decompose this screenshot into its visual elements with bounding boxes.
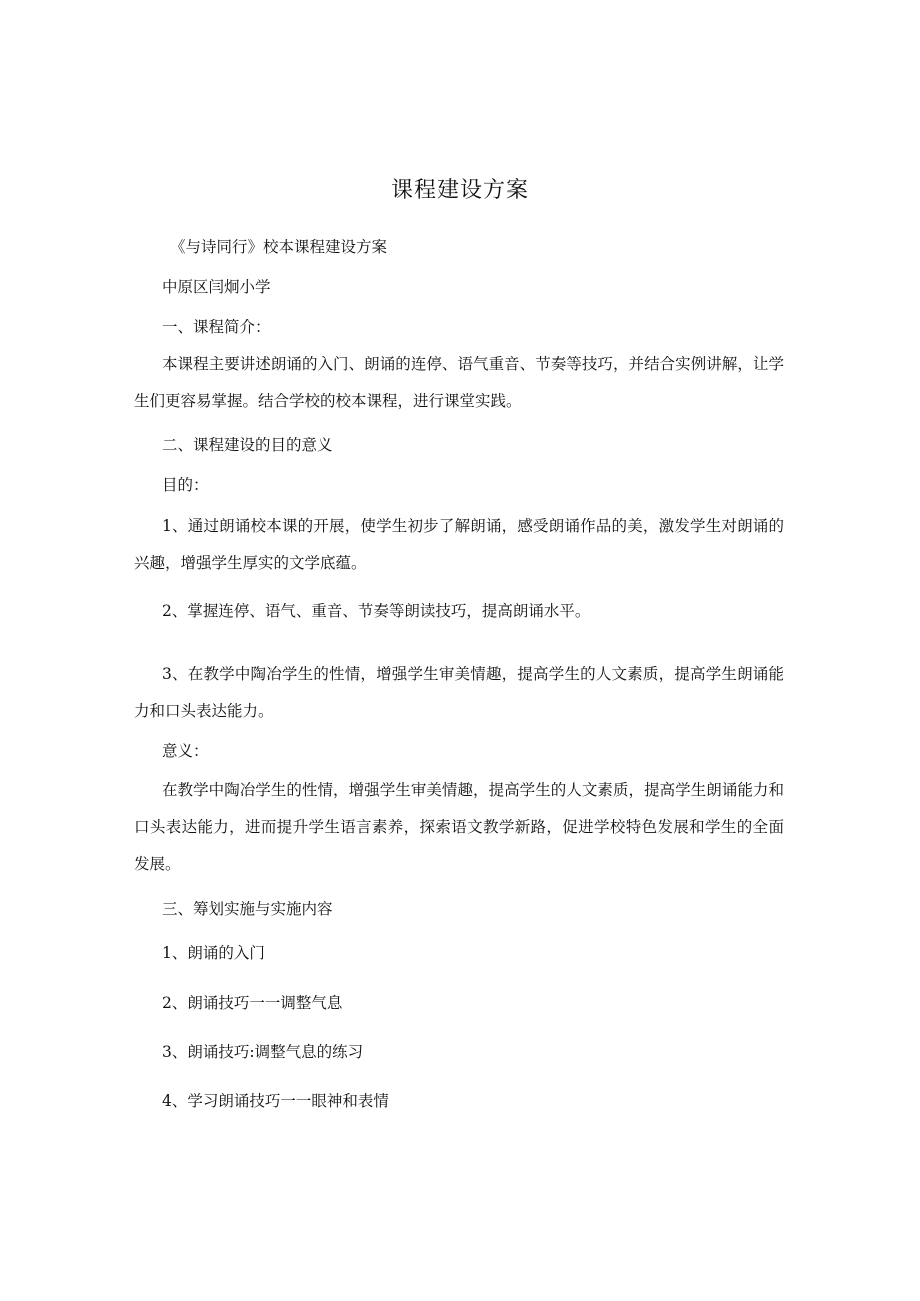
meaning-label: 意义： (162, 742, 209, 760)
section-3-heading: 三、筹划实施与实施内容 (162, 900, 333, 918)
meaning-body: 在教学中陶冶学生的性情，增强学生审美情趣，提高学生的人文素质，提高学生朗诵能力和口头表达能力，进而提升学生语言素养，探索语文教学新路，促进学校特色发展和学生的全面发展。 (134, 781, 784, 873)
section-2-heading: 二、课程建设的目的意义 (162, 436, 333, 454)
list-item: 2、朗诵技巧一一调整气息 (162, 994, 343, 1012)
section-1-body: 本课程主要讲述朗诵的入门、朗诵的连停、语气重音、节奏等技巧，并结合实例讲解，让学生们更容易掌握。结合学校的校本课程，进行课堂实践。 (134, 355, 784, 410)
list-item: 1、朗诵的入门 (162, 944, 265, 962)
section-1-heading: 一、课程简介： (162, 318, 271, 336)
school-name: 中原区闫炯小学 (162, 278, 271, 296)
purpose-item-1: 1、通过朗诵校本课的开展，使学生初步了解朗诵，感受朗诵作品的美，激发学生对朗诵的兴趣，增强学生厚实的文学底蕴。 (134, 517, 784, 572)
purpose-item-3: 3、在教学中陶冶学生的性情，增强学生审美情趣，提高学生的人文素质，提高学生朗诵能力和口头表达能力。 (134, 665, 784, 720)
purpose-label: 目的： (162, 476, 209, 494)
subtitle: 《与诗同行》校本课程建设方案 (170, 238, 388, 256)
purpose-item-2: 2、掌握连停、语气、重音、节奏等朗读技巧，提高朗诵水平。 (162, 602, 591, 620)
document-title: 课程建设方案 (390, 178, 529, 203)
list-item: 4、学习朗诵技巧一一眼神和表情 (162, 1092, 389, 1110)
list-item: 3、朗诵技巧:调整气息的练习 (162, 1043, 364, 1061)
